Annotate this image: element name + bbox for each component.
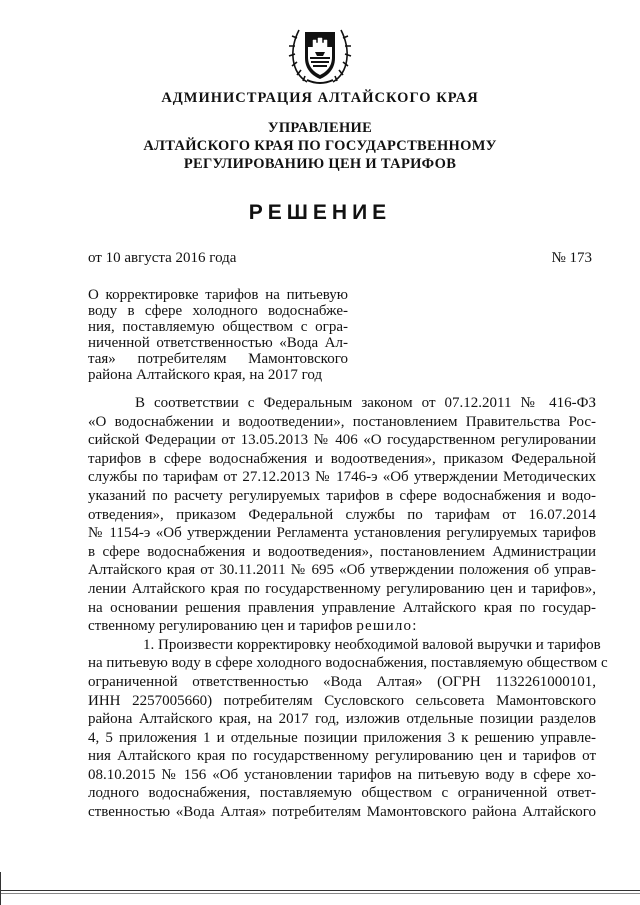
scan-edge-mark xyxy=(0,872,1,905)
document-type-heading: РЕШЕНИЕ xyxy=(248,201,392,224)
scan-border-line xyxy=(0,893,640,894)
body-line: «О водоснабжении и водоотведении», постановлением Правительства Рос- xyxy=(88,413,596,430)
department-title-line2: АЛТАЙСКОГО КРАЯ ПО ГОСУДАРСТВЕННОМУ xyxy=(143,138,497,154)
subject-line: ниченной ответственностью «Вода Ал- xyxy=(88,335,348,351)
body-line: Алтайского края от 30.11.2011 № 695 «Об утверждении положения об управ- xyxy=(88,562,596,579)
body-line: 4, 5 приложения 1 и отдельные позиции приложения 3 к решению управле- xyxy=(88,729,596,746)
body-line: ственному регулированию цен и тарифов xyxy=(88,618,353,635)
document-date: от 10 августа 2016 года xyxy=(88,250,237,266)
body-line: 1. Произвести корректировку необходимой валовой выручки и тарифов xyxy=(143,636,601,653)
department-title-line3: РЕГУЛИРОВАНИЮ ЦЕН И ТАРИФОВ xyxy=(183,156,457,172)
body-line: 08.10.2015 № 156 «Об установлении тарифов на питьевую воду в сфере хо- xyxy=(88,766,596,783)
subject-line: района Алтайского края, на 2017 год xyxy=(88,367,323,383)
body-line: отведения», приказом Федеральной службы по тарифам от 16.07.2014 xyxy=(88,506,596,523)
body-line: ния Алтайского края по государственному регулированию цен и тарифов от xyxy=(88,748,596,765)
body-line: на основании решения правления управление Алтайского края по государ- xyxy=(88,599,596,616)
body-line: лении Алтайского края по государственному регулированию цен и тарифов», xyxy=(88,580,596,597)
body-line: тарифов в сфере водоснабжения и водоотведения», приказом Федеральной xyxy=(88,450,596,467)
body-line: ИНН 2257005660) потребителям Сусловского сельсовета Мамонтовского xyxy=(88,692,596,709)
body-line: № 1154-э «Об утверждении Регламента установления регулируемых тарифов xyxy=(88,525,596,542)
subject-line: воду в сфере холодного водоснабже- xyxy=(88,303,348,319)
body-line: сийской Федерации от 13.05.2013 № 406 «О государственном регулировании xyxy=(88,432,596,449)
body-line: ограниченной ответственностью «Вода Алтая» (ОГРН 1132261000101, xyxy=(88,673,596,690)
department-title-line1: УПРАВЛЕНИЕ xyxy=(267,120,373,136)
document-body xyxy=(88,394,608,822)
subject-line: тая» потребителям Мамонтовского xyxy=(88,351,348,367)
body-line: в сфере водоснабжения и водоотведения», постановлением Администрации xyxy=(88,543,596,560)
body-line-with-resolution xyxy=(88,617,596,636)
body-line: указаний по расчету регулируемых тарифов в сфере водоснабжения и водо- xyxy=(88,487,596,504)
body-line: района Алтайского края, на 2017 год, изложив отдельные позиции разделов xyxy=(88,711,596,728)
body-line: лодного водоснабжения, поставляемую обществом с ограниченной ответ- xyxy=(88,785,596,802)
body-line: службы по тарифам от 27.12.2013 № 1746-э «Об утверждении Методических xyxy=(88,469,596,486)
subject-line: ния, поставляемую обществом с огра- xyxy=(88,319,348,335)
body-line: ственностью «Вода Алтая» потребителям Мамонтовского района Алтайского xyxy=(88,804,596,821)
resolved-word: решило: xyxy=(356,618,418,635)
document-subject xyxy=(88,287,348,383)
body-line: В соответствии с Федеральным законом от 07.12.2011 № 416-ФЗ xyxy=(135,395,596,411)
subject-line: О корректировке тарифов на питьевую xyxy=(88,287,348,303)
scan-border-line xyxy=(0,890,640,891)
body-line: на питьевую воду в сфере холодного водоснабжения, поставляемую обществом с xyxy=(88,655,608,672)
document-number: № 173 xyxy=(551,250,592,266)
authority-title: АДМИНИСТРАЦИЯ АЛТАЙСКОГО КРАЯ xyxy=(161,90,479,106)
coat-of-arms-emblem xyxy=(285,18,355,88)
